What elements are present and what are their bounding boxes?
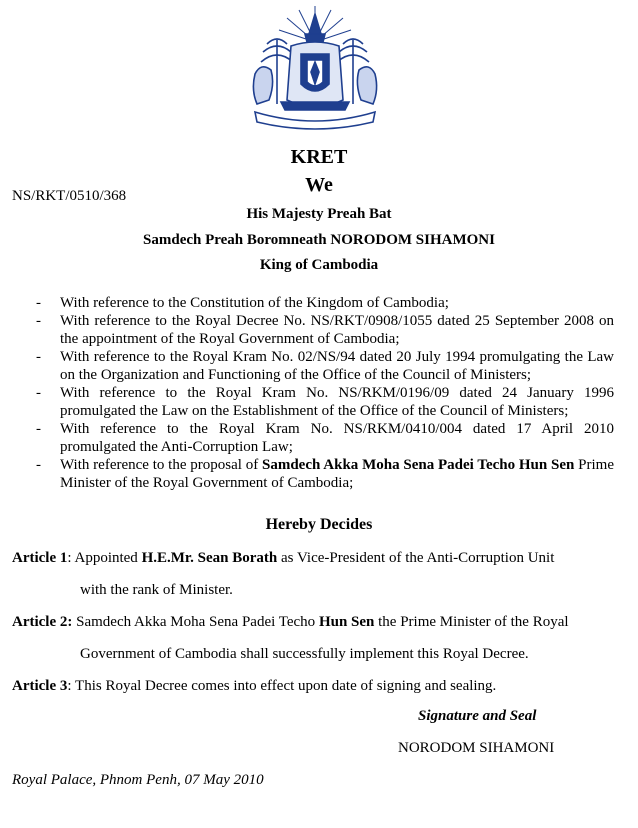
signature-label: Signature and Seal xyxy=(418,708,537,724)
list-item: - With reference to the Royal Decree No. NS/RKT/0908/1055 dated 25 September 2008 on the appointment of the Royal Government of Cambodia; xyxy=(36,313,614,347)
list-item: - With reference to the proposal of Samdech Akka Moha Sena Padei Techo Hun Sen Prime Minister of the Royal Government of Cambodia; xyxy=(36,457,614,491)
king-line-3: King of Cambodia xyxy=(259,257,379,273)
decree-title: KRET xyxy=(290,146,348,168)
article-3: Article 3: This Royal Decree comes into effect upon date of signing and sealing. xyxy=(12,678,497,694)
list-item: - With reference to the Constitution of the Kingdom of Cambodia; xyxy=(36,295,449,311)
article-2: Article 2: Samdech Akka Moha Sena Padei Techo Hun Sen the Prime Minister of the Royal xyxy=(12,614,569,630)
we-heading: We xyxy=(305,174,333,196)
king-line-2: Samdech Preah Boromneath NORODOM SIHAMONI xyxy=(143,232,495,248)
signatory-name: NORODOM SIHAMONI xyxy=(398,740,555,756)
article-1: Article 1: Appointed H.E.Mr. Sean Borath as Vice-President of the Anti-Corruption Unit xyxy=(12,550,555,566)
reference-number: NS/RKT/0510/368 xyxy=(12,188,127,204)
king-line-1: His Majesty Preah Bat xyxy=(246,206,392,222)
list-item: - With reference to the Royal Kram No. 02/NS/94 dated 20 July 1994 promulgating the Law on the Organization and Functioning of the Office of the Council of Ministers; xyxy=(36,349,614,383)
place-and-date: Royal Palace, Phnom Penh, 07 May 2010 xyxy=(12,772,264,788)
references-list xyxy=(36,294,614,492)
royal-coat-of-arms-icon xyxy=(247,4,383,130)
article-2-continuation: Government of Cambodia shall successfully implement this Royal Decree. xyxy=(80,646,529,662)
hereby-decides-heading: Hereby Decides xyxy=(265,516,373,533)
list-item: - With reference to the Royal Kram No. NS/RKM/0410/004 dated 17 April 2010 promulgated the Anti-Corruption Law; xyxy=(36,421,614,455)
list-item: - With reference to the Royal Kram No. NS/RKM/0196/09 dated 24 January 1996 promulgated the Law on the Establishment of the Office of the Council of Ministers; xyxy=(36,385,614,419)
article-1-continuation: with the rank of Minister. xyxy=(80,582,233,598)
